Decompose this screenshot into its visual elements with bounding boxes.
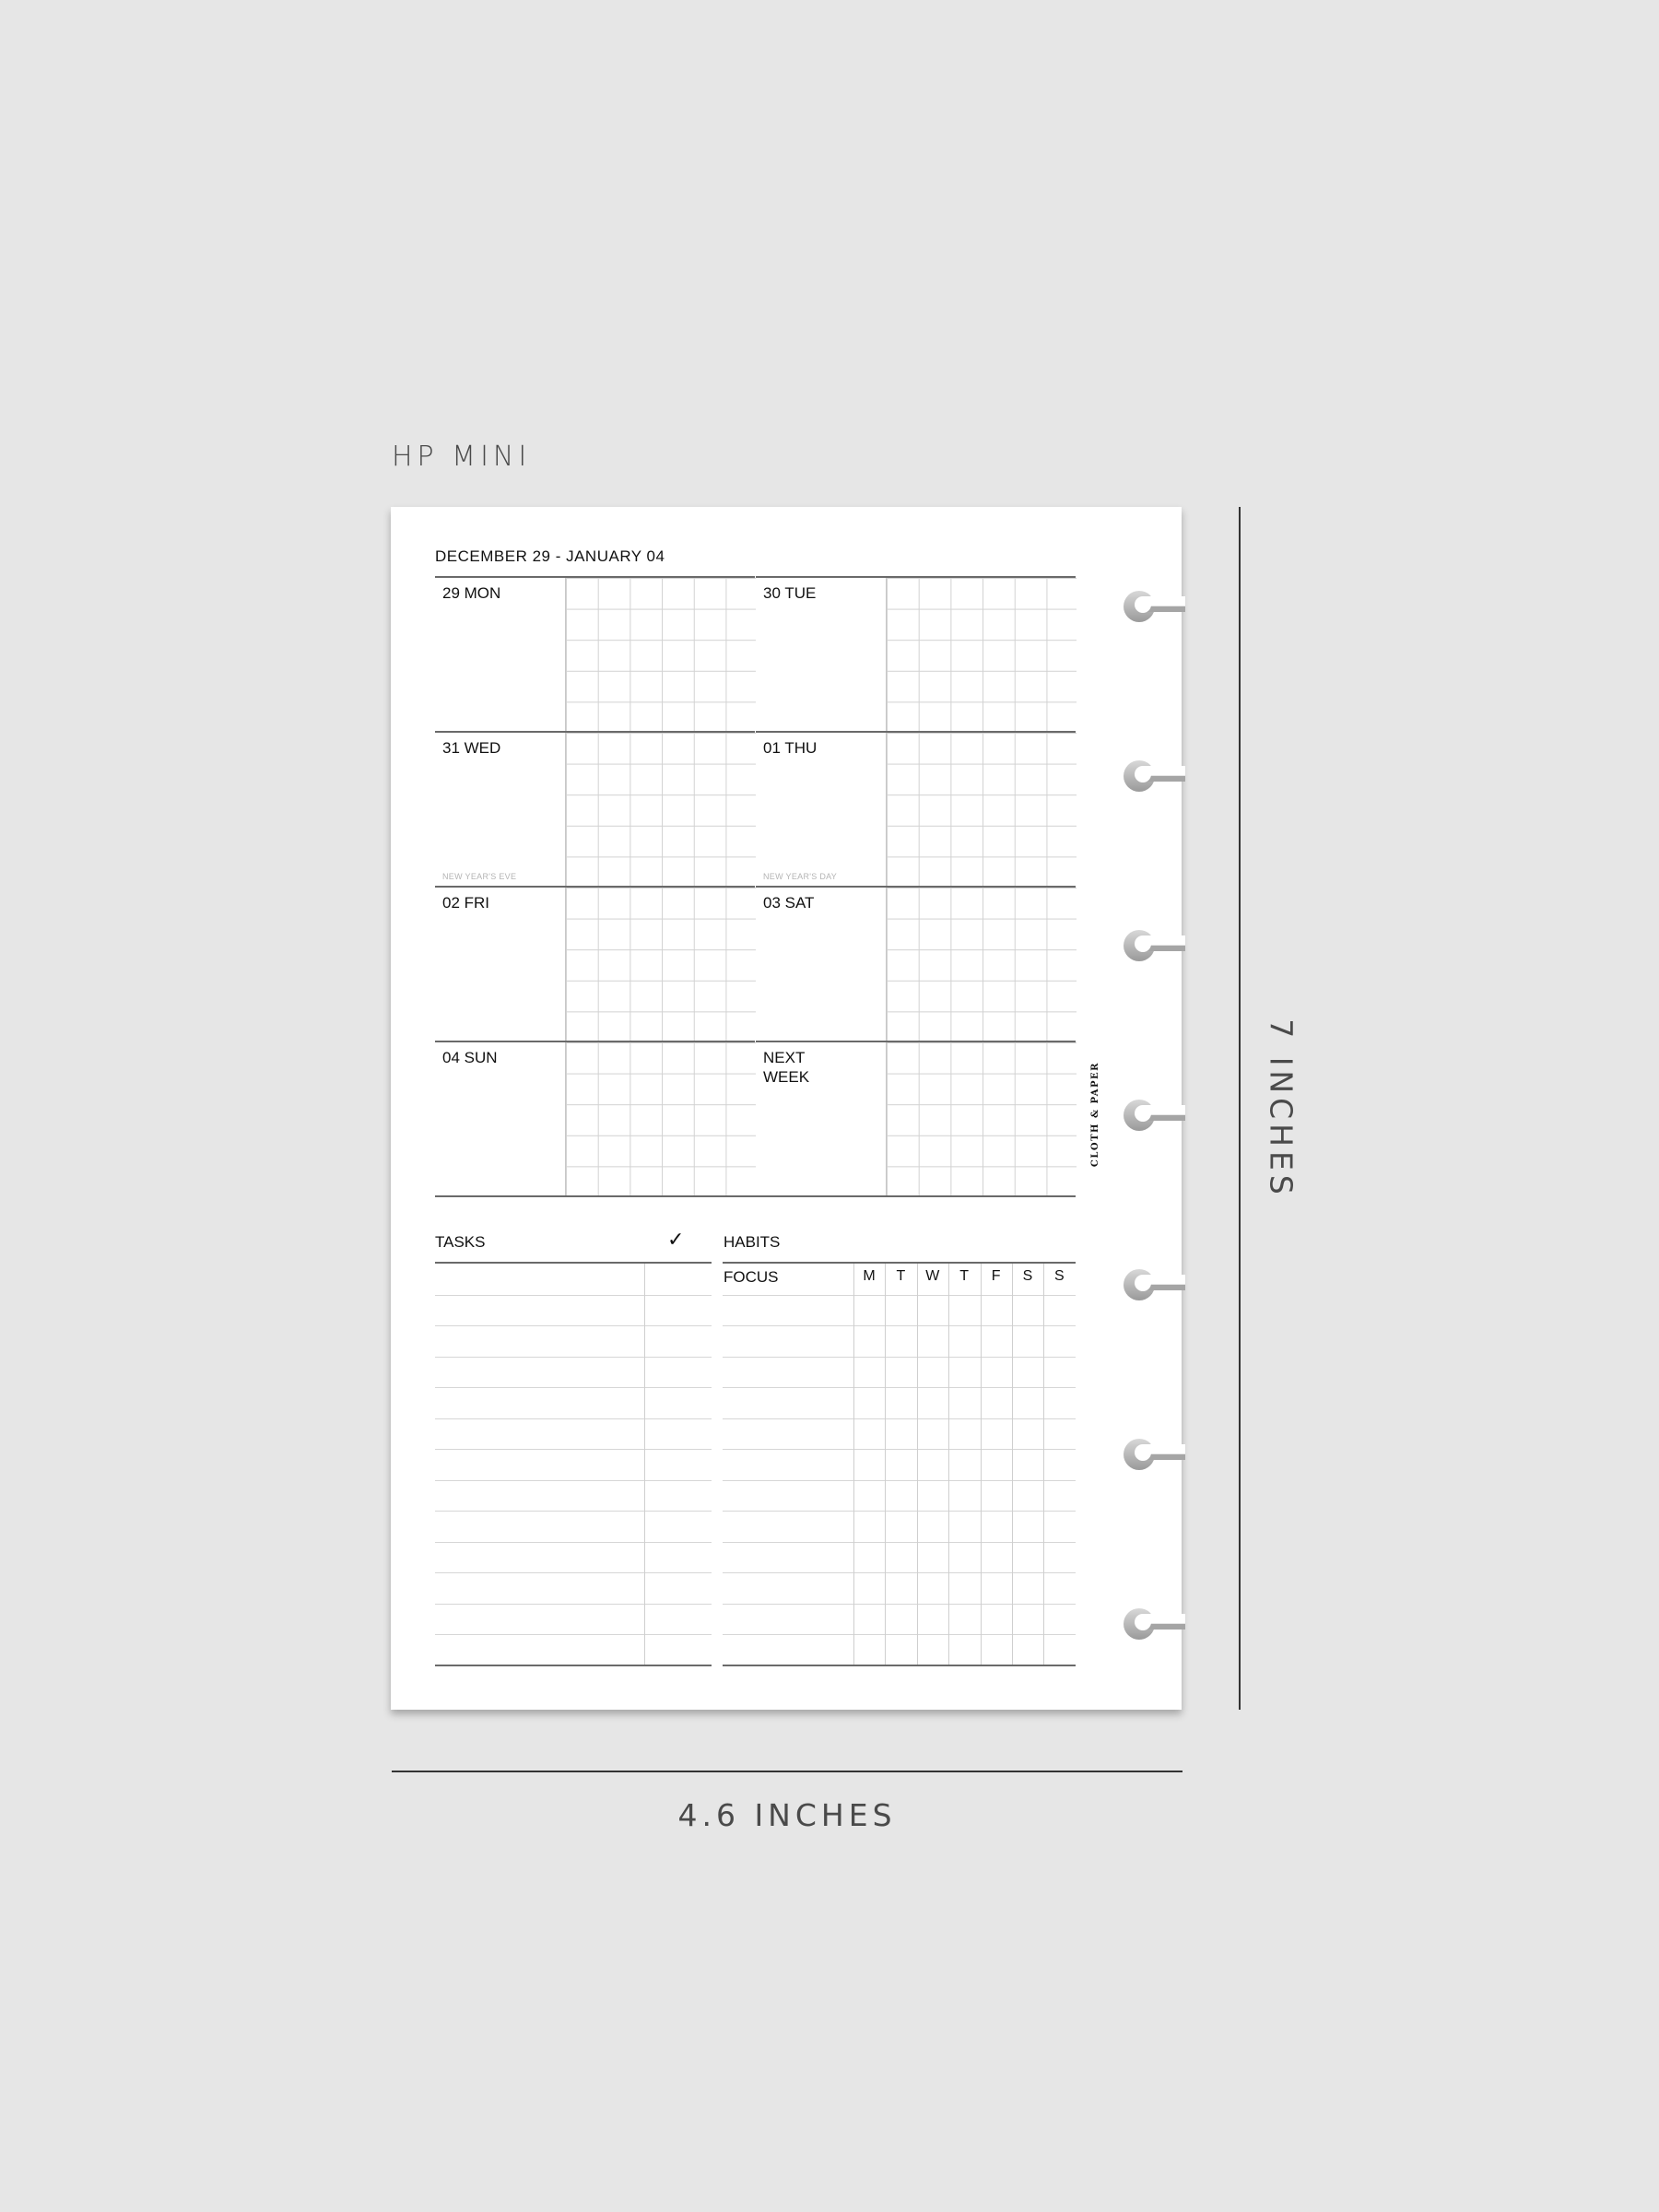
habit-line [723,1449,1076,1450]
day-grid [565,1042,756,1195]
habit-line [723,1418,1076,1419]
habit-day-divider [853,1264,854,1665]
day-cell[interactable] [435,578,755,731]
task-line [435,1325,712,1326]
day-label: 30 TUE [763,584,817,602]
habit-line [723,1325,1076,1326]
task-check-divider [644,1264,645,1665]
habit-line [723,1357,1076,1358]
task-line [435,1387,712,1388]
height-dimension-label: 7 INCHES [1263,1018,1300,1199]
width-dimension-label: 4.6 INCHES [677,1797,897,1833]
habit-weekday: F [991,1268,1001,1284]
day-grid [565,888,756,1041]
task-line [435,1634,712,1635]
brand-mark: CLOTH & PAPER [1090,1062,1100,1168]
habit-weekday: T [959,1268,970,1284]
day-grid [886,733,1077,886]
day-cell[interactable] [435,733,755,886]
check-icon: ✓ [667,1229,685,1252]
focus-label: FOCUS [724,1268,779,1286]
size-label: HP MINI [392,441,532,473]
task-line [435,1511,712,1512]
tasks-heading: TASKS [435,1233,486,1251]
day-cell[interactable] [756,733,1076,886]
day-cell[interactable] [756,888,1076,1041]
habit-day-divider [981,1264,982,1665]
week-title: DECEMBER 29 - JANUARY 04 [435,547,665,565]
habit-weekday: S [1054,1268,1065,1284]
task-line [435,1542,712,1543]
task-line [435,1418,712,1419]
habit-day-divider [917,1264,918,1665]
habits-table [723,1264,1076,1665]
width-dimension-line [392,1771,1182,1772]
habit-weekday: M [863,1268,876,1284]
day-grid [886,888,1077,1041]
binder-ring-icon [1117,1259,1185,1311]
task-line [435,1480,712,1481]
day-label: 01 THU [763,739,818,757]
habit-line [723,1295,1076,1296]
task-line [435,1295,712,1296]
height-dimension-line [1239,507,1241,1710]
task-line [435,1357,712,1358]
day-cell[interactable] [435,888,755,1041]
day-cell[interactable] [756,1042,1076,1195]
habit-day-divider [948,1264,949,1665]
day-grid [886,578,1077,731]
habit-line [723,1480,1076,1481]
day-label: 31 WED [442,739,501,757]
habit-weekday: T [896,1268,906,1284]
day-label: 29 MON [442,584,501,602]
habit-line [723,1387,1076,1388]
week-bottom-rule [435,1195,1076,1197]
binder-ring-icon [1117,750,1185,802]
habit-line [723,1604,1076,1605]
day-label: 03 SAT [763,894,815,912]
habit-day-divider [1043,1264,1044,1665]
day-grid [886,1042,1077,1195]
holiday-note: NEW YEAR'S EVE [442,872,517,881]
habit-line [723,1511,1076,1512]
day-grid [565,733,756,886]
habit-weekday: W [925,1268,940,1284]
day-cell[interactable] [435,1042,755,1195]
day-grid [565,578,756,731]
habit-weekday: S [1022,1268,1033,1284]
habit-day-divider [1012,1264,1013,1665]
task-line [435,1604,712,1605]
holiday-note: NEW YEAR'S DAY [763,872,838,881]
day-label: 04 SUN [442,1049,498,1066]
binder-ring-icon [1117,1429,1185,1480]
binder-ring-icon [1117,1089,1185,1141]
binder-ring-icon [1117,581,1185,632]
habit-day-divider [885,1264,886,1665]
habit-line [723,1634,1076,1635]
day-label: 02 FRI [442,894,490,912]
day-label: NEXT WEEK [763,1049,810,1086]
day-cell[interactable] [756,578,1076,731]
binder-ring-icon [1117,1598,1185,1650]
habits-bottom-rule [723,1665,1076,1666]
tasks-bottom-rule [435,1665,712,1666]
task-line [435,1572,712,1573]
task-line [435,1449,712,1450]
habits-heading: HABITS [724,1233,781,1251]
habit-line [723,1542,1076,1543]
tasks-list [435,1264,712,1665]
binder-ring-icon [1117,920,1185,971]
habit-line [723,1572,1076,1573]
